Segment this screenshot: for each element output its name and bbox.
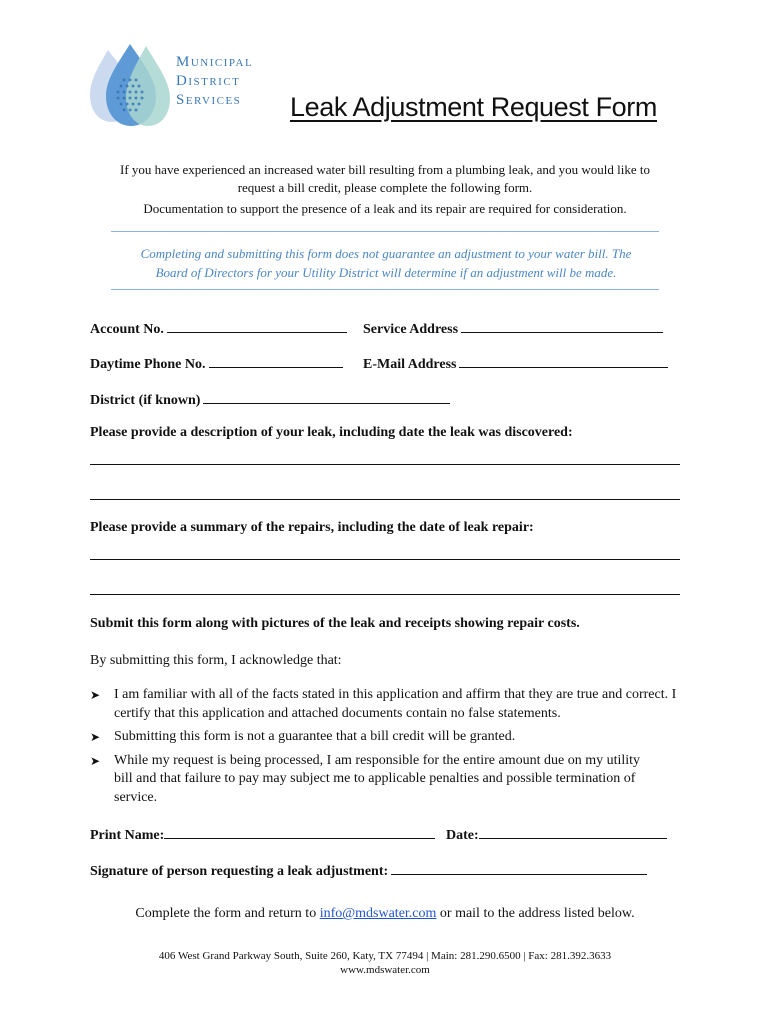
form-title: Leak Adjustment Request Form	[290, 92, 657, 122]
documentation-note: Documentation to support the presence of a leak and its repair are required for consideration.	[143, 201, 627, 216]
footer-address: 406 West Grand Parkway South, Suite 260, Katy, TX 77494 | Main: 281.290.6500 | Fax: 281.392.3633	[158, 950, 612, 962]
disclaimer-bottom-rule	[111, 289, 659, 290]
return-instructions	[90, 906, 680, 922]
account-no-field	[90, 318, 347, 338]
leak-description-line-2[interactable]	[90, 499, 680, 500]
disclaimer-text	[108, 244, 664, 282]
district-field	[90, 389, 450, 409]
logo-wordmark	[176, 53, 253, 110]
acknowledgement-item	[90, 686, 680, 723]
email-link[interactable]: info@mdswater.com	[319, 906, 437, 921]
submit-note: Submit this form along with pictures of the leak and receipts showing repair costs.	[90, 616, 580, 631]
signature-input[interactable]	[391, 860, 647, 875]
email-address-field	[363, 353, 668, 373]
logo-line-district: District	[176, 73, 241, 89]
intro-paragraph	[90, 161, 680, 197]
service-address-label: Service Address	[363, 322, 459, 337]
district-input[interactable]	[203, 389, 450, 404]
acknowledgement-item	[90, 752, 654, 808]
footer	[90, 949, 680, 977]
acknowledgement-text: I am familiar with all of the facts stated in this application and affirm that they are true and correct. I certify that this application and attached documents contain no false statements.	[114, 687, 677, 721]
repair-summary-line-2[interactable]	[90, 594, 680, 595]
date-label: Date:	[446, 828, 479, 843]
daytime-phone-field	[90, 353, 343, 373]
disclaimer-line-2: Board of Directors for your Utility District will determine if an adjustment will be made.	[155, 265, 617, 280]
leak-description-line-1[interactable]	[90, 464, 680, 465]
account-no-label: Account No.	[90, 322, 164, 337]
arrow-bullet-icon: ➤	[90, 753, 101, 768]
email-address-input[interactable]	[459, 353, 668, 368]
email-address-label: E-Mail Address	[363, 357, 457, 372]
logo-line-services: Services	[176, 92, 242, 108]
daytime-phone-input[interactable]	[209, 353, 343, 368]
return-text-after: or mail to the address listed below.	[439, 906, 635, 921]
account-no-input[interactable]	[167, 318, 347, 333]
district-label: District (if known)	[90, 393, 201, 408]
acknowledgement-list	[90, 686, 680, 812]
repair-summary-line-1[interactable]	[90, 559, 680, 560]
date-input[interactable]	[479, 824, 667, 839]
acknowledgement-text: While my request is being processed, I am responsible for the entire amount due on my utility bill and that failure to pay may subject me to applicable penalties and possible termination of service.	[114, 752, 641, 805]
signature-field	[90, 860, 647, 880]
disclaimer-line-1: Completing and submitting this form does not guarantee an adjustment to your water bill. The	[140, 246, 632, 261]
service-address-field	[363, 318, 663, 338]
repair-summary-prompt: Please provide a summary of the repairs, including the date of leak repair:	[90, 520, 534, 535]
intro-line-2: request a bill credit, please complete the following form.	[237, 180, 533, 195]
date-field	[446, 824, 667, 844]
footer-website: www.mdswater.com	[340, 964, 430, 976]
acknowledge-intro: By submitting this form, I acknowledge that:	[90, 653, 342, 668]
logo-line-municipal: Municipal	[176, 54, 254, 70]
acknowledgement-item	[90, 728, 680, 747]
intro-line-1: If you have experienced an increased water bill resulting from a plumbing leak, and you would like to	[120, 162, 650, 177]
print-name-input[interactable]	[164, 824, 435, 839]
acknowledgement-text: Submitting this form is not a guarantee that a bill credit will be granted.	[114, 729, 516, 744]
daytime-phone-label: Daytime Phone No.	[90, 357, 206, 372]
disclaimer-top-rule	[111, 231, 659, 232]
print-name-field	[90, 824, 435, 844]
return-text-before: Complete the form and return to	[135, 906, 317, 921]
service-address-input[interactable]	[461, 318, 663, 333]
signature-label: Signature of person requesting a leak adjustment:	[90, 864, 389, 879]
leak-description-prompt: Please provide a description of your leak, including date the leak was discovered:	[90, 425, 573, 440]
print-name-label: Print Name:	[90, 828, 165, 843]
arrow-bullet-icon: ➤	[90, 688, 101, 702]
arrow-bullet-icon: ➤	[90, 730, 101, 744]
